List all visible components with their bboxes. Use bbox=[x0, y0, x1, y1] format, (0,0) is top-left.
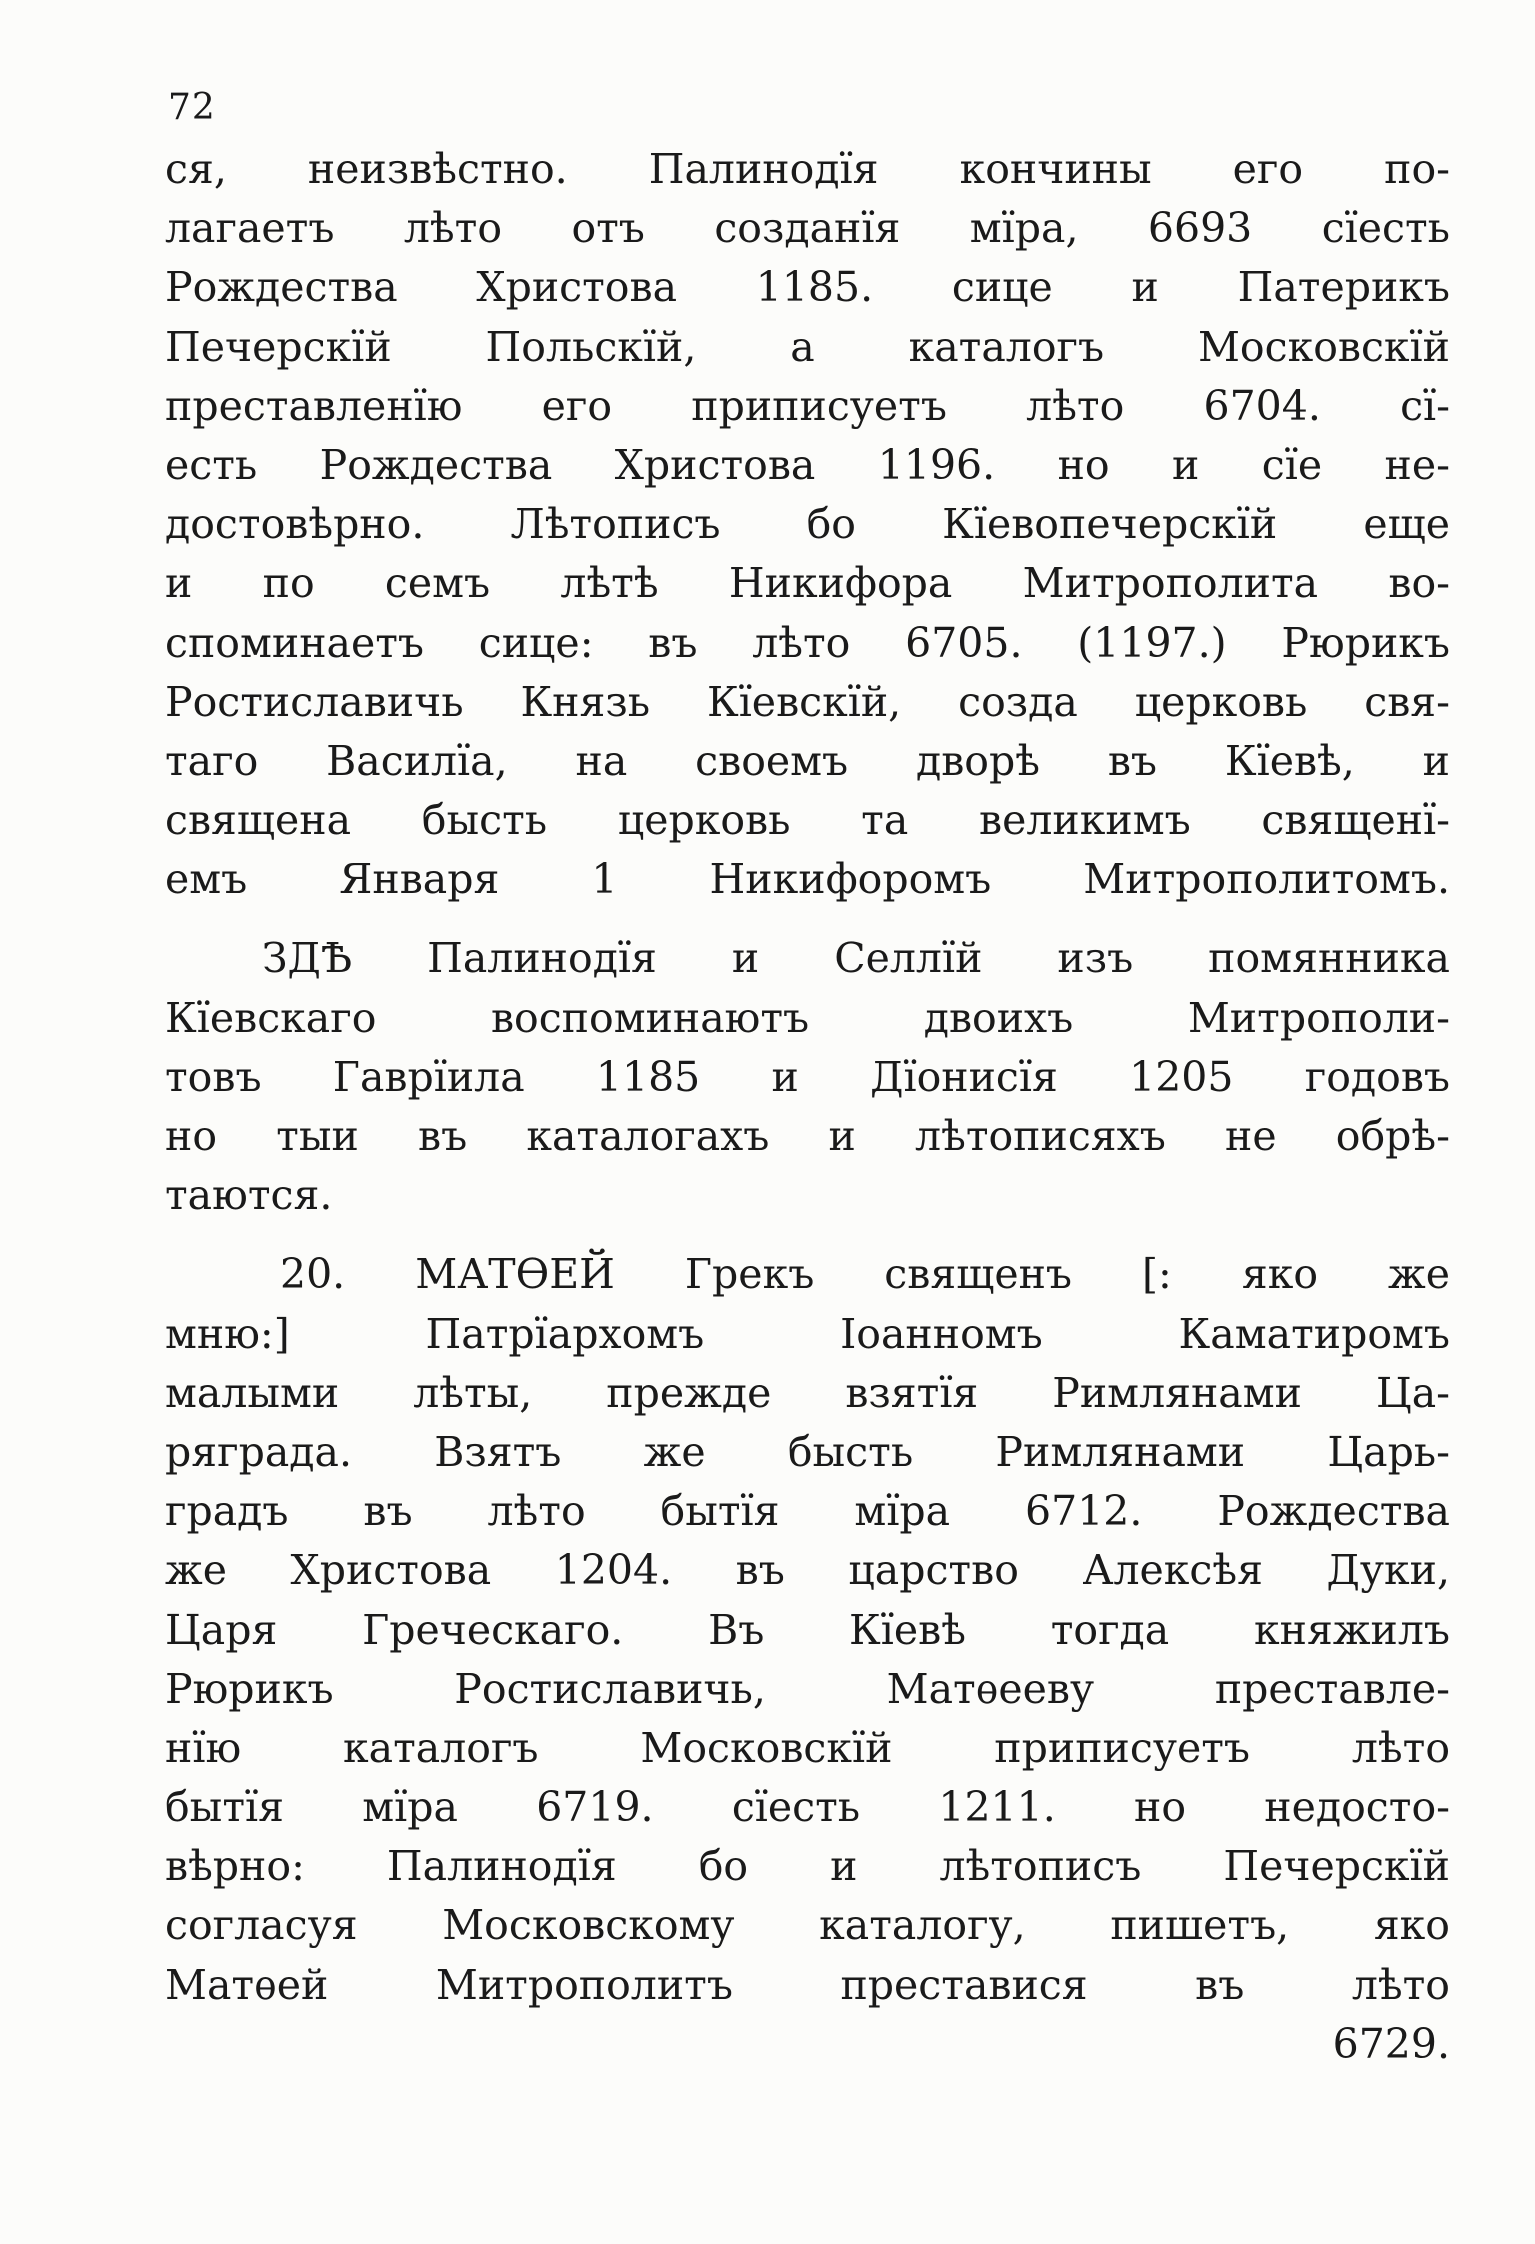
text-line: таются. bbox=[165, 1171, 333, 1220]
text-line: 20. МАТѲЕЙ Грекъ священъ [: яко же bbox=[280, 1250, 1450, 1299]
text-line: священа бысть церковь та великимъ священї- bbox=[165, 796, 1450, 845]
text-line: но тыи въ каталогахъ и лѣтописяхъ не обрѣ- bbox=[165, 1112, 1450, 1160]
text-line: и по семъ лѣтѣ Никифора Митрополита во- bbox=[165, 559, 1450, 608]
text-line: лагаетъ лѣто отъ созданїя мїра, 6693 сїесть bbox=[165, 204, 1450, 253]
text-line: емъ Января 1 Никифоромъ Митрополитомъ. bbox=[165, 855, 1450, 904]
text-line: ряграда. Взятъ же бысть Римлянами Царь- bbox=[165, 1427, 1450, 1476]
paragraph-gap bbox=[165, 909, 1450, 929]
text-line: бытїя мїра 6719. сїесть 1211. но недосто- bbox=[165, 1783, 1450, 1832]
text-line: мню:] Патрїархомъ Іоанномъ Каматиромъ bbox=[165, 1309, 1450, 1358]
text-line: малыми лѣты, прежде взятїя Римлянами Ца- bbox=[165, 1368, 1450, 1417]
page-number: 72 bbox=[168, 87, 216, 128]
text-line: же Христова 1204. въ царство Алексѣя Дуки, bbox=[165, 1546, 1450, 1595]
text-line: Ростиславичь Князь Кїевскїй, созда церковь свя- bbox=[165, 677, 1450, 726]
text-line: достовѣрно. Лѣтописъ бо Кїевопечерскїй еще bbox=[165, 500, 1450, 549]
text-line: таго Василїа, на своемъ дворѣ въ Кїевѣ, и bbox=[165, 736, 1450, 785]
paragraph-2 bbox=[165, 929, 1450, 1225]
text-line: Рюрикъ Ростиславичь, Матѳееву преставле- bbox=[165, 1664, 1450, 1713]
text-line: преставленїю его приписуетъ лѣто 6704. сї- bbox=[165, 381, 1450, 430]
text-line: Кїевскаго воспоминаютъ двоихъ Митрополи- bbox=[165, 993, 1450, 1042]
text-line: 6729. bbox=[1332, 2019, 1450, 2068]
text-line: споминаетъ сице: въ лѣто 6705. (1197.) Рюрикъ bbox=[165, 618, 1450, 667]
text-line: есть Рождества Христова 1196. но и сїе не- bbox=[165, 440, 1450, 489]
text-line: Царя Греческаго. Въ Кїевѣ тогда княжилъ bbox=[165, 1605, 1450, 1654]
paragraph-3 bbox=[165, 1245, 1450, 2074]
text-line: Матѳей Митрополитъ преставися въ лѣто bbox=[165, 1960, 1450, 2009]
text-line: вѣрно: Палинодїя бо и лѣтописъ Печерскїй bbox=[165, 1842, 1450, 1891]
paragraph-1 bbox=[165, 140, 1450, 909]
text-line: Рождества Христова 1185. сице и Патерикъ bbox=[165, 263, 1450, 312]
text-body bbox=[165, 140, 1450, 2074]
text-line: согласуя Московскому каталогу, пишетъ, яко bbox=[165, 1901, 1450, 1950]
text-line: Печерскїй Польскїй, а каталогъ Московскїй bbox=[165, 322, 1450, 371]
text-line: товъ Гаврїила 1185 и Дїонисїя 1205 годовъ bbox=[165, 1052, 1450, 1101]
text-line: ЗДѢ Палинодїя и Селлїй изъ помянника bbox=[262, 934, 1450, 983]
text-line: ся, неизвѣстно. Палинодїя кончины его по- bbox=[165, 145, 1450, 193]
text-line: градъ въ лѣто бытїя мїра 6712. Рождества bbox=[165, 1487, 1450, 1536]
text-line: нїю каталогъ Московскїй приписуетъ лѣто bbox=[165, 1723, 1450, 1772]
paragraph-gap bbox=[165, 1225, 1450, 1245]
